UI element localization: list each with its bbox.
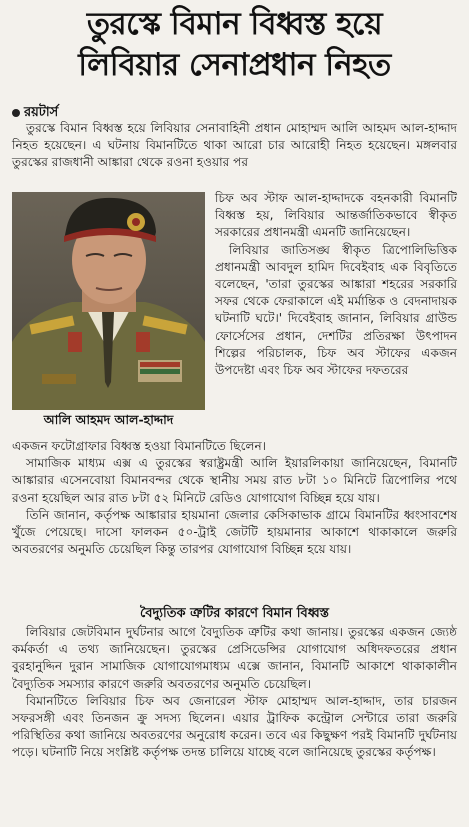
intro-text: তুরস্কে বিমান বিধ্বস্ত হয়ে লিবিয়ার সেনাবাহিনী প্রধান মোহাম্মদ আলি আহমদ আল-হাদ্দাদ নিহত হয়েছেন। এ ঘটনায় বিমানটিতে থাকা আরো চার আরোহী নিহত হয়েছেন। মঙ্গলবার তুরস্কের রাজধানী আঙ্কারা থেকে রওনা হওয়ার পর: [12, 121, 457, 170]
paragraph-3: তিনি জানান, কর্তৃপক্ষ আঙ্কারার হায়মানা জেলার কেসিকাভাক গ্রামে বিমানটির ধ্বংসাবশেষ খুঁজে পেয়েছে। দাসো ফালকন ৫০-ট্রাই জেটটি হায়মানার আকাশে থাকাকালে জরুরি অবতরণের অনুমতি চেয়েছিল কিন্তু তারপর যোগাযোগ বিচ্ছিন্ন হয়ে যায়।: [12, 507, 457, 557]
intro-paragraph: [12, 120, 457, 172]
section-subheading: বৈদ্যুতিক ত্রুটির কারণে বিমান বিধ্বস্ত: [139, 606, 330, 621]
headline-line-2: লিবিয়ার সেনাপ্রধান নিহত: [78, 47, 391, 83]
general-portrait-image: [12, 192, 205, 410]
paragraph-continued: একজন ফটোগ্রাফার বিধ্বস্ত হওয়া বিমানটিতে ছিলেন।: [12, 439, 267, 453]
right-column-paragraph-2: লিবিয়ার জাতিসঙ্ঘ স্বীকৃত ত্রিপোলিভিত্তিক প্রধানমন্ত্রী আবদুল হামিদ দিবেইবাহ এক বিবৃতিতে বলেছেন, 'তারা তুরস্কের আঙ্কারা শহরের সরকারি সফর থেকে ফেরাকালে এই মর্মান্তিক ও বেদনাদায়ক ঘটনাটি ঘটে।' দিবেইবাহ জানান, লিবিয়ার গ্রাউন্ড ফোর্সেসের প্রধান, দেশটির প্রতিরক্ষা উৎপাদন শিল্পের পরিচালক, চিফ অব স্টাফের একজন উপদেষ্টা এবং চিফ অব স্টাফের দফতরের: [215, 242, 457, 378]
paragraph-4: লিবিয়ার জেটবিমান দুর্ঘটনার আগে বৈদ্যুতিক ত্রুটির কথা জানায়। তুরস্কের একজন জ্যেষ্ঠ কর্মকর্তা এ তথ্য জানিয়েছেন। তুরস্কের প্রেসিডেন্সির যোগাযোগ অধিদফতরের প্রধান বুরহানুদ্দিন দুরান সামাজিক যোগাযোগমাধ্যম এক্সে জানান, বিমানটি আকাশে থাকাকালীন বৈদ্যুতিক সমস্যার কারণে জরুরি অবতরণের অনুমতি চেয়েছিল।: [12, 625, 457, 691]
paragraph-2: সামাজিক মাধ্যম এক্স এ তুরস্কের স্বরাষ্ট্রমন্ত্রী আলি ইয়ারলিকায়া জানিয়েছেন, বিমানটি আঙ্কারার এসেনবোয়া বিমানবন্দর থেকে স্থানীয় সময় রাত ৮টা ১০ মিনিটে ত্রিপোলির পথে রওনা হয়েছিল আর রাত ৮টা ৫২ মিনিটে রেডিও যোগাযোগ বিচ্ছিন্ন হয়ে যায়।: [12, 456, 457, 505]
paragraph-5: বিমানটিতে লিবিয়ার চিফ অব জেনারেল স্টাফ মোহাম্মদ আল-হাদ্দাদ, তার চারজন সফরসঙ্গী এবং তিনজন ক্রু সদস্য ছিলেন। এয়ার ট্রাফিক কন্ট্রোল সেন্টারে তারা জরুরি পরিস্থিতির কথা জানিয়ে অবতরণের অনুরোধ করেন। তবে এর কিছুক্ষণ পরই বিমানটি দুর্ঘটনায় পড়ে। ঘটনাটি নিয়ে সংশ্লিষ্ট কর্তৃপক্ষ তদন্ত চালিয়ে যাচ্ছে বলে জানিয়েছে তুরস্কের কর্তৃপক্ষ।: [12, 693, 457, 760]
photo-caption: আলি আহমদ আল-হাদ্দাদ: [43, 412, 174, 427]
body-section-2: [12, 624, 457, 762]
right-column: [215, 190, 457, 379]
portrait-photo: [12, 192, 205, 410]
body-full-width: [12, 438, 457, 558]
right-column-paragraph-1: চিফ অব স্টাফ আল-হাদ্দাদকে বহনকারী বিমানটি বিধ্বস্ত হয়, লিবিয়ার আন্তর্জাতিকভাবে স্বীকৃত সরকারের প্রধানমন্ত্রী এমনটি জানিয়েছেন।: [215, 191, 457, 240]
headline: [0, 4, 469, 86]
headline-line-1: তুরস্কে বিমান বিধ্বস্ত হয়ে: [86, 6, 383, 42]
bullet-icon: [12, 109, 20, 117]
byline-source: রয়টার্স: [24, 105, 59, 120]
